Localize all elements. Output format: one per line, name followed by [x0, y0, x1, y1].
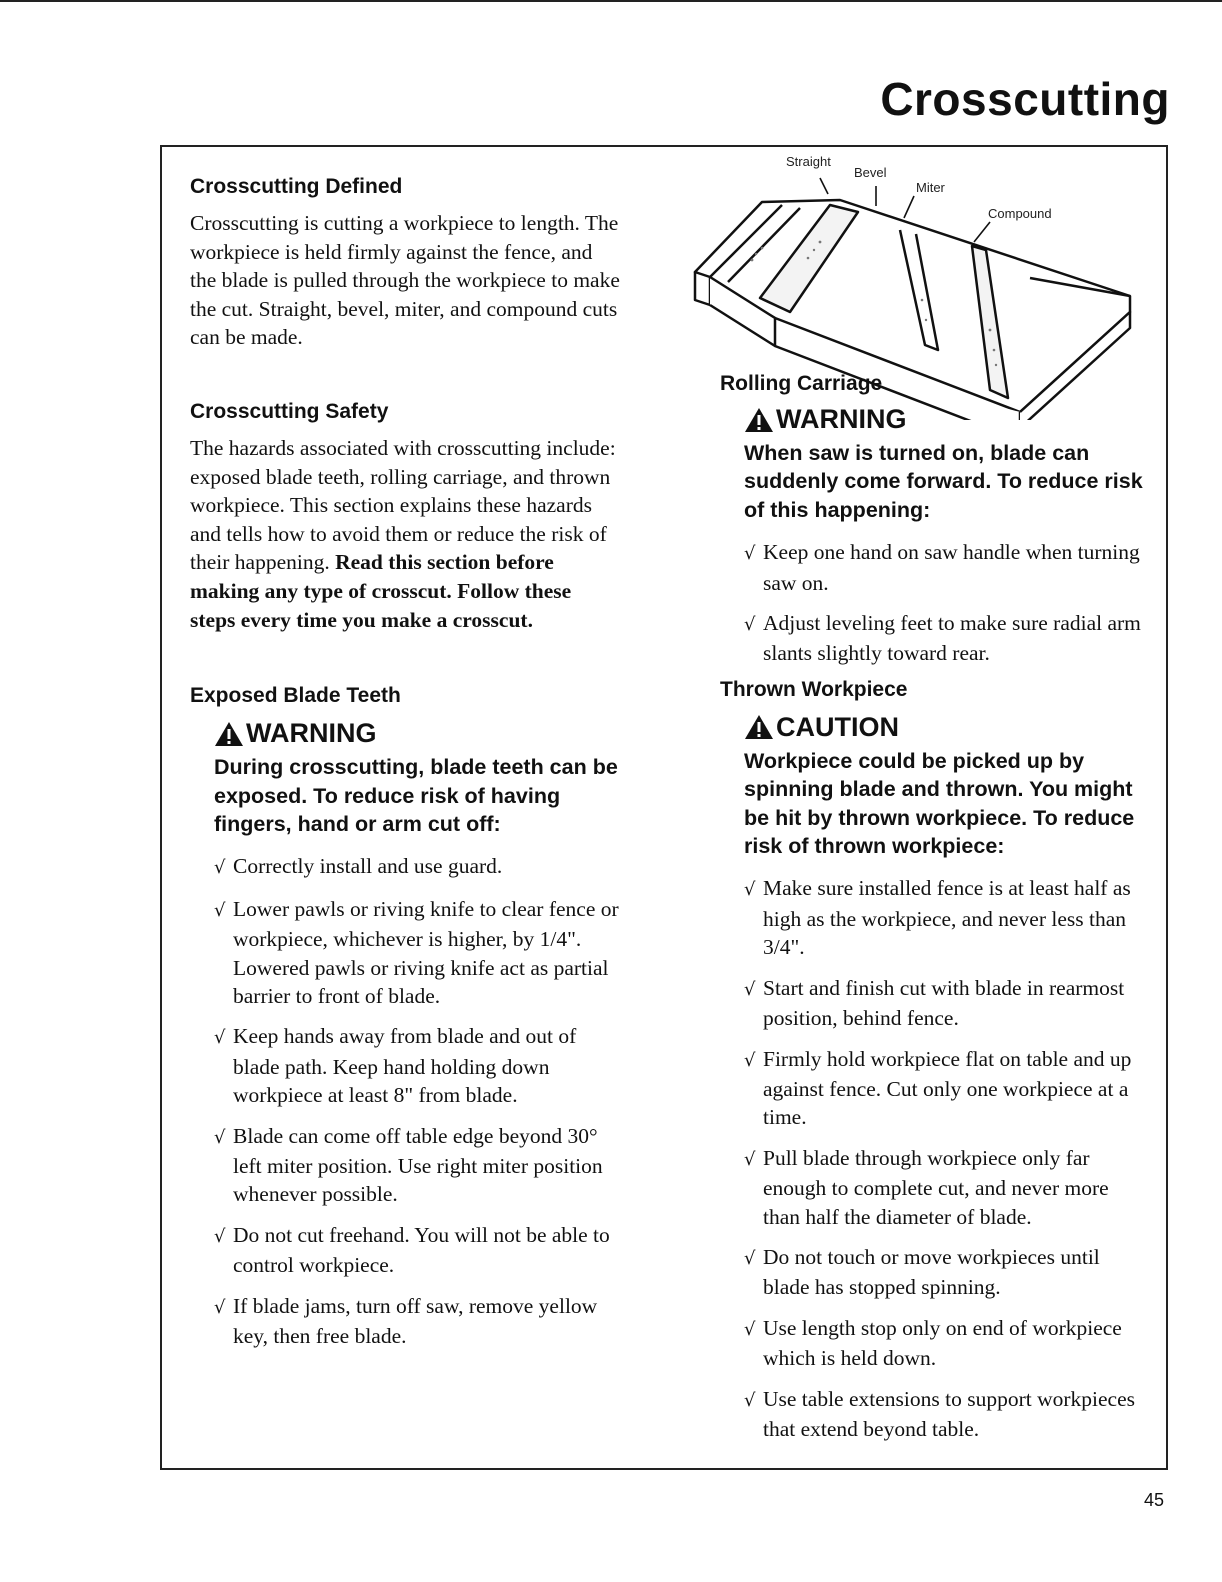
list-item: √ Lower pawls or riving knife to clear fence or workpiece, whichever is higher, by 1/4". Lowered pawls or riving knife act as partial barrier to front of blade.	[214, 896, 619, 1008]
check-mark-icon: √	[214, 1225, 226, 1247]
warning-title	[744, 404, 1150, 435]
thrown-checklist	[744, 874, 1150, 1443]
warning-title	[214, 718, 620, 749]
blade-teeth-warning-block	[190, 718, 620, 1350]
heading-crosscutting-defined: Crosscutting Defined	[190, 175, 403, 198]
list-item: √ Use length stop only on end of workpiece which is held down.	[744, 1315, 1122, 1371]
list-item: √ Start and finish cut with blade in rearmost position, behind fence.	[744, 975, 1125, 1031]
list-item: √ Do not touch or move workpieces until blade has stopped spinning.	[744, 1244, 1100, 1300]
list-item: √ Blade can come off table edge beyond 30° left miter position. Use right miter position whenever possible.	[214, 1123, 603, 1207]
list-item: √ Keep hands away from blade and out of blade path. Keep hand holding down workpiece at least 8" from blade.	[214, 1024, 577, 1108]
safety-bold-text: Read this section before making any type of crosscut. Follow these steps every time you make a crosscut.	[190, 550, 572, 632]
label-bevel: Bevel	[854, 165, 887, 180]
left-column	[190, 175, 620, 1362]
check-mark-icon: √	[214, 1126, 226, 1148]
list-item: √ If blade jams, turn off saw, remove yellow key, then free blade.	[214, 1293, 598, 1349]
check-mark-icon: √	[744, 1318, 756, 1340]
heading-thrown-workpiece: Thrown Workpiece	[720, 677, 908, 701]
check-mark-icon: √	[744, 543, 756, 565]
check-mark-icon: √	[744, 1247, 756, 1269]
check-mark-icon: √	[744, 614, 756, 636]
warning-triangle-icon	[744, 407, 774, 433]
thrown-caution-block	[720, 712, 1150, 1444]
check-mark-icon: √	[214, 1296, 226, 1318]
list-item: √ Adjust leveling feet to make sure radial arm slants slightly toward rear.	[744, 611, 1141, 666]
check-mark-icon: √	[214, 1027, 226, 1049]
defined-paragraph: Crosscutting is cutting a workpiece to length. The workpiece is held firmly against the fence, and the blade is pulled through the workpiece to make the cut. Straight, bevel, miter, and compound cuts can be made.	[190, 211, 620, 350]
heading-rolling-carriage: Rolling Carriage	[720, 372, 883, 395]
list-item: √ Correctly install and use guard.	[214, 852, 620, 882]
check-mark-icon: √	[744, 879, 756, 901]
label-compound: Compound	[988, 206, 1052, 221]
check-mark-icon: √	[744, 1389, 756, 1411]
list-item: √ Make sure installed fence is at least half as high as the workpiece, and never less than 3/4".	[744, 876, 1131, 960]
warning-signal-word: WARNING	[776, 404, 907, 434]
check-mark-icon: √	[744, 1049, 756, 1071]
page-title: Crosscutting	[880, 73, 1170, 125]
list-item: √ Do not cut freehand. You will not be able to control workpiece.	[214, 1222, 610, 1278]
caution-signal-word: CAUTION	[776, 711, 899, 742]
safety-paragraph	[190, 434, 620, 634]
rolling-checklist	[744, 538, 1150, 668]
blade-teeth-checklist	[214, 852, 620, 1350]
list-item: √ Pull blade through workpiece only far enough to complete cut, and never more than half the diameter of blade.	[744, 1145, 1109, 1229]
warning-triangle-icon	[214, 721, 244, 747]
check-mark-icon: √	[214, 899, 226, 921]
safety-text: The hazards associated with crosscutting include: exposed blade teeth, rolling carriage, and thrown workpiece. This section explains these hazards and tells how to avoid them or reduce the risk of their happening.	[190, 435, 616, 575]
heading-exposed-blade-teeth: Exposed Blade Teeth	[190, 684, 401, 708]
warning-triangle-icon	[744, 714, 774, 740]
list-item: √ Use table extensions to support workpieces that extend beyond table.	[744, 1386, 1135, 1441]
label-straight: Straight	[786, 154, 831, 169]
page-number: 45	[1143, 1490, 1164, 1510]
top-rule	[0, 0, 1222, 2]
caution-text: Workpiece could be picked up by spinning blade and thrown. You might be hit by thrown workpiece. To reduce risk of thrown workpiece:	[744, 748, 1135, 859]
list-item: √ Firmly hold workpiece flat on table and up against fence. Cut only one workpiece at a time.	[744, 1046, 1132, 1130]
heading-crosscutting-safety: Crosscutting Safety	[190, 399, 389, 423]
check-mark-icon: √	[744, 978, 756, 1000]
right-column	[720, 372, 1150, 1455]
warning-signal-word: WARNING	[246, 718, 377, 749]
list-item: √ Keep one hand on saw handle when turning saw on.	[744, 540, 1140, 595]
caution-title	[744, 712, 1150, 743]
warning-text: When saw is turned on, blade can suddenly come forward. To reduce risk of this happening:	[744, 441, 1143, 522]
check-mark-icon: √	[214, 857, 226, 879]
check-mark-icon: √	[744, 1148, 756, 1170]
rolling-warning-block	[720, 404, 1150, 668]
label-miter: Miter	[916, 180, 945, 195]
warning-text: During crosscutting, blade teeth can be exposed. To reduce risk of having fingers, hand or arm cut off:	[214, 755, 618, 836]
